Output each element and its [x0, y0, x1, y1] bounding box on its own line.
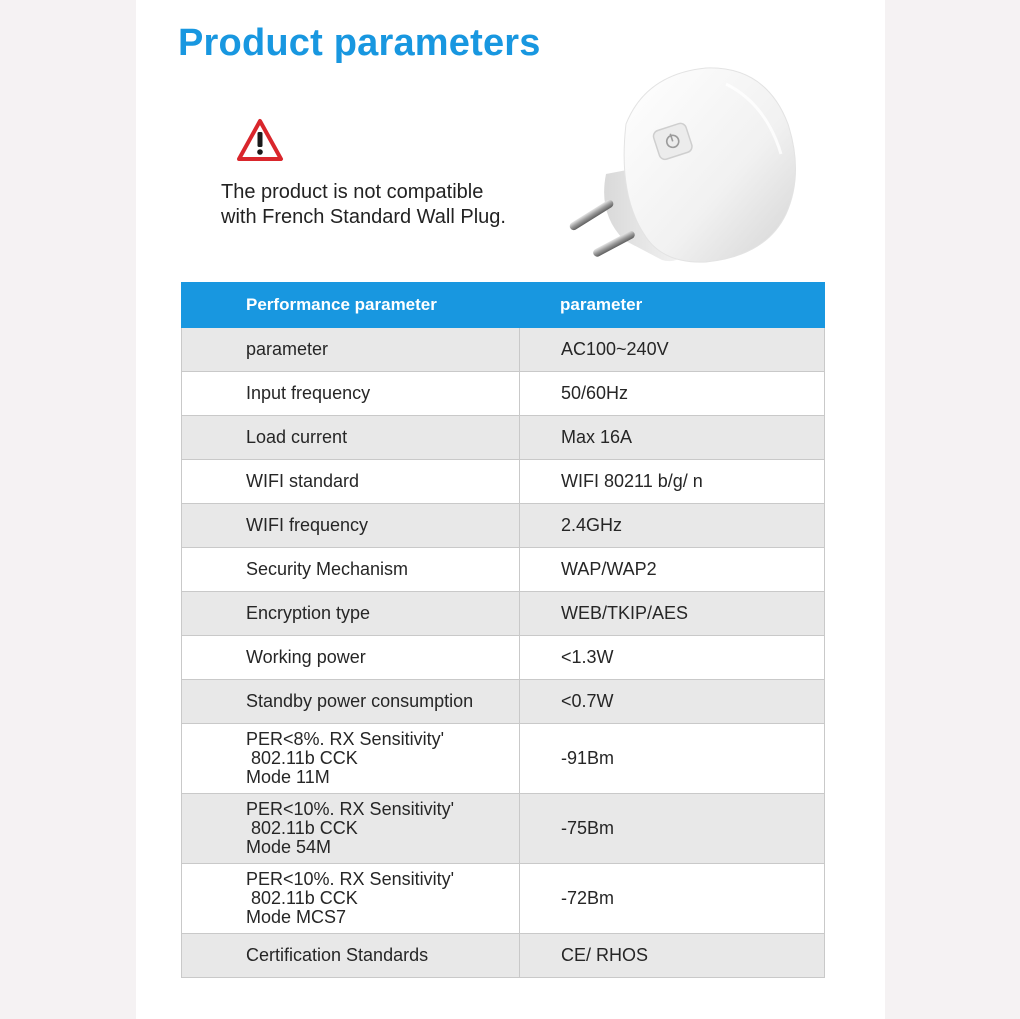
parameter-name-line: 802.11b CCK: [246, 748, 358, 768]
header-parameter: parameter: [520, 283, 825, 328]
table-row: [182, 794, 825, 864]
parameter-name-cell: [182, 416, 520, 460]
parameter-name-line: Working power: [246, 647, 366, 667]
parameter-value-cell: <0.7W: [520, 680, 825, 724]
parameter-name-line: Mode 11M: [246, 767, 330, 787]
parameter-name-cell: [182, 636, 520, 680]
table-row: [182, 504, 825, 548]
table-row: [182, 636, 825, 680]
table-row: [182, 460, 825, 504]
parameter-name-cell: [182, 934, 520, 978]
compatibility-notice: [221, 180, 561, 230]
parameter-name-line: 802.11b CCK: [246, 818, 358, 838]
table-body: [182, 328, 825, 978]
parameter-name-line: Mode 54M: [246, 837, 332, 857]
parameter-name-line: Load current: [246, 427, 348, 447]
table-header-row: [182, 283, 825, 328]
parameter-name-line: PER<10%. RX Sensitivity': [246, 869, 455, 889]
page-title: Product parameters: [178, 22, 541, 64]
table-row: [182, 372, 825, 416]
parameter-name-cell: [182, 548, 520, 592]
parameter-name-cell: [182, 460, 520, 504]
parameter-value-cell: Max 16A: [520, 416, 825, 460]
parameter-name-cell: [182, 328, 520, 372]
parameter-name-line: Certification Standards: [246, 945, 429, 965]
smart-plug-image: [566, 64, 802, 270]
parameter-name-line: Standby power consumption: [246, 691, 474, 711]
parameter-value-cell: -91Bm: [520, 724, 825, 794]
parameter-value-cell: -75Bm: [520, 794, 825, 864]
table-row: [182, 592, 825, 636]
parameter-name-cell: [182, 504, 520, 548]
parameter-value-cell: WIFI 80211 b/g/ n: [520, 460, 825, 504]
parameter-name-cell: [182, 372, 520, 416]
parameter-name-line: Security Mechanism: [246, 559, 409, 579]
parameter-name-line: Input frequency: [246, 383, 371, 403]
table-row: [182, 680, 825, 724]
parameter-value-cell: CE/ RHOS: [520, 934, 825, 978]
parameters-table: [181, 282, 825, 978]
parameter-name-line: PER<8%. RX Sensitivity': [246, 729, 445, 749]
parameter-value-cell: AC100~240V: [520, 328, 825, 372]
table-row: [182, 416, 825, 460]
parameter-value-cell: 50/60Hz: [520, 372, 825, 416]
parameter-name-line: WIFI frequency: [246, 515, 369, 535]
parameter-value-cell: 2.4GHz: [520, 504, 825, 548]
notice-line-2: with French Standard Wall Plug.: [221, 206, 506, 228]
parameter-name-line: PER<10%. RX Sensitivity': [246, 799, 455, 819]
parameter-value-cell: WAP/WAP2: [520, 548, 825, 592]
parameter-name-cell: [182, 680, 520, 724]
parameter-name-line: WIFI standard: [246, 471, 360, 491]
table-row: [182, 548, 825, 592]
parameter-value-cell: <1.3W: [520, 636, 825, 680]
warning-triangle-icon: [236, 118, 284, 162]
parameter-value-cell: WEB/TKIP/AES: [520, 592, 825, 636]
parameter-name-line: parameter: [246, 339, 329, 359]
table-row: [182, 864, 825, 934]
parameter-name-line: Mode MCS7: [246, 907, 347, 927]
parameter-name-cell: [182, 592, 520, 636]
parameter-name-cell: [182, 864, 520, 934]
table-row: [182, 724, 825, 794]
table-row: [182, 328, 825, 372]
notice-line-1: The product is not compatible: [221, 181, 484, 203]
parameter-name-cell: [182, 794, 520, 864]
parameter-value-cell: -72Bm: [520, 864, 825, 934]
header-performance-parameter: Performance parameter: [182, 283, 520, 328]
parameter-name-line: Encryption type: [246, 603, 371, 623]
parameter-name-cell: [182, 724, 520, 794]
table-row: [182, 934, 825, 978]
parameter-name-line: 802.11b CCK: [246, 888, 358, 908]
